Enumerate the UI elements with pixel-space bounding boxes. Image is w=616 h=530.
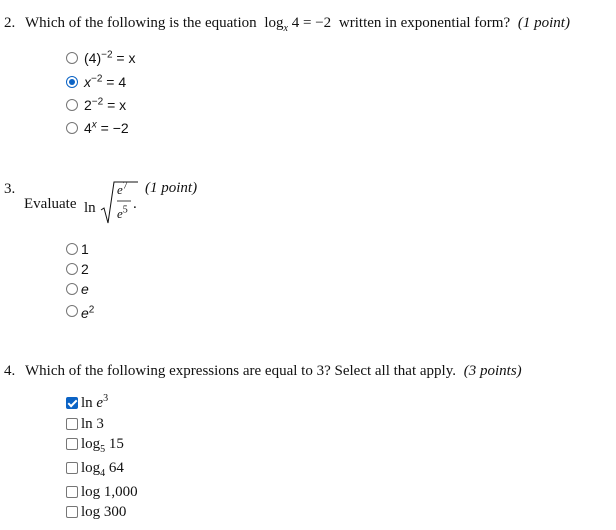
checkbox-checked[interactable]: [66, 397, 78, 409]
q4-option-5[interactable]: [66, 483, 138, 501]
radio-button-selected[interactable]: [66, 76, 78, 88]
question-points: (1 point): [145, 180, 198, 196]
radio-button[interactable]: [66, 283, 78, 295]
q2-option-3[interactable]: [66, 97, 126, 113]
checkbox[interactable]: [66, 438, 78, 450]
question-number: 4.: [4, 363, 16, 379]
checkbox[interactable]: [66, 462, 78, 474]
radio-button[interactable]: [66, 263, 78, 275]
option-label: 1: [81, 241, 89, 257]
q2-option-2[interactable]: [66, 74, 126, 90]
option-label: log 300: [81, 504, 127, 520]
radio-button[interactable]: [66, 122, 78, 134]
question-4-header: [4, 362, 522, 380]
question-prompt: Which of the following is the equation: [25, 15, 257, 31]
question-points: (1 point): [517, 15, 570, 31]
option-label: log 1,000: [81, 484, 138, 500]
option-label: $\log_4 64$: [81, 460, 124, 479]
option-label: $x^{-2} = 4$: [84, 73, 127, 90]
q3-option-3[interactable]: [66, 281, 89, 297]
denominator: $e^5$: [117, 204, 128, 221]
checkbox[interactable]: [66, 506, 78, 518]
q4-option-2[interactable]: [66, 415, 104, 433]
question-3-prompt: Evaluate: [24, 196, 77, 212]
q4-option-3[interactable]: [66, 435, 124, 453]
trailing-period: .: [133, 196, 137, 212]
option-label: $\log_5 15$: [81, 436, 124, 455]
q3-option-4[interactable]: [66, 301, 94, 321]
ln-label: ln: [84, 200, 96, 216]
option-label: $(4)^{-2} = x$: [84, 49, 136, 66]
radio-button[interactable]: [66, 52, 78, 64]
numerator: $e^7$: [117, 180, 128, 197]
option-label: $2^{-2} = x$: [84, 96, 127, 113]
option-label: ln 3: [81, 416, 104, 432]
question-3-number: 3.: [4, 181, 16, 197]
log-expression: $\log_x 4 = -2$: [264, 15, 332, 34]
question-points: (3 points): [463, 363, 522, 379]
question-number: 2.: [4, 15, 16, 31]
checkbox[interactable]: [66, 418, 78, 430]
radio-button[interactable]: [66, 243, 78, 255]
option-label: $\ln e^3$: [81, 393, 109, 411]
option-label: $e^2$: [81, 304, 95, 321]
option-label: e: [81, 281, 89, 297]
q4-option-4[interactable]: [66, 459, 124, 477]
option-label: $4^x = -2$: [84, 119, 129, 136]
question-2-header: [4, 14, 570, 32]
q4-option-1[interactable]: [66, 394, 108, 412]
question-prompt: Which of the following expressions are equal to 3? Select all that apply.: [25, 363, 456, 379]
radio-button[interactable]: [66, 99, 78, 111]
q4-option-6[interactable]: [66, 503, 126, 521]
option-label: 2: [81, 261, 89, 277]
question-prompt-end: written in exponential form?: [338, 15, 511, 31]
q2-option-4[interactable]: [66, 120, 129, 136]
radio-button[interactable]: [66, 305, 78, 317]
q2-option-1[interactable]: [66, 50, 136, 66]
checkbox[interactable]: [66, 486, 78, 498]
q3-option-2[interactable]: [66, 261, 89, 277]
q3-option-1[interactable]: [66, 241, 89, 257]
